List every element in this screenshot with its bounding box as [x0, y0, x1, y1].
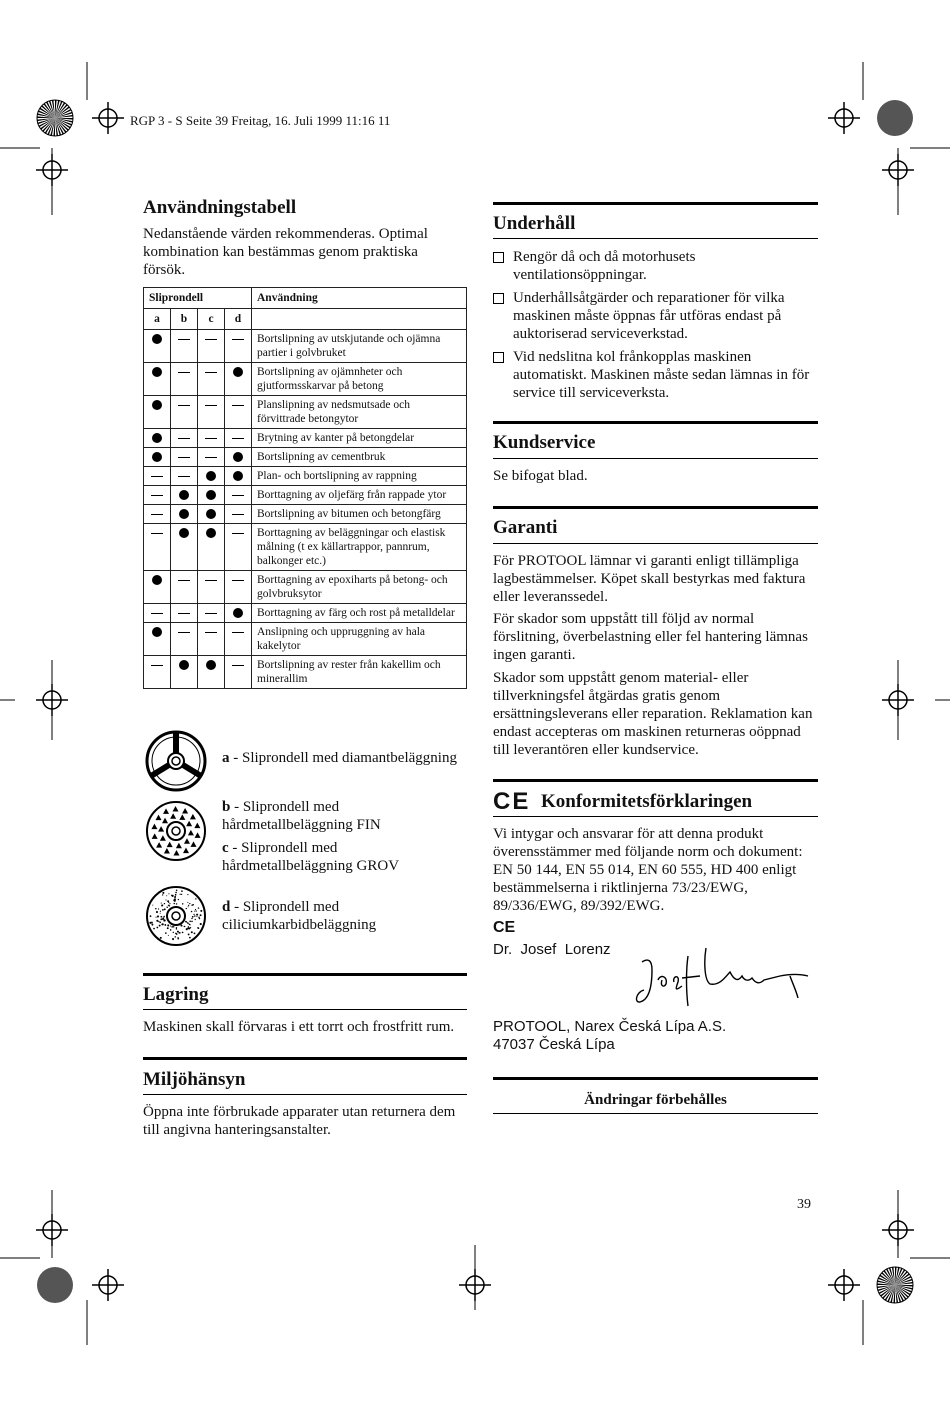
sub-header-b: b	[171, 309, 198, 330]
lagring-text: Maskinen skall förvaras i ett torrt och frostfritt rum.	[143, 1019, 455, 1035]
filled-dot-icon	[233, 367, 243, 377]
table-row	[144, 363, 467, 396]
dash-icon	[151, 514, 163, 515]
filled-dot-icon	[179, 528, 189, 538]
table-cell-usage: Planslipning av nedsmutsade och förvittrade betongytor	[252, 396, 467, 429]
dash-icon	[151, 665, 163, 666]
filled-dot-icon	[179, 660, 189, 670]
filled-dot-icon	[206, 528, 216, 538]
filled-dot-icon	[152, 334, 162, 344]
kundservice-text: Se bifogat blad.	[493, 468, 588, 484]
underhall-list	[493, 248, 818, 407]
filled-dot-icon	[152, 575, 162, 585]
dash-icon	[151, 613, 163, 614]
dash-icon	[232, 632, 244, 633]
filled-dot-icon	[152, 433, 162, 443]
company-line-2: 47037 Česká Lípa	[493, 1036, 615, 1053]
disc-bc-icon	[145, 800, 207, 862]
filled-dot-icon	[206, 471, 216, 481]
table-row	[144, 623, 467, 656]
garanti-p3: Skador som uppstått genom material- eller tillverkningsfel åtgärdas gratis genom ersättningsleverans eller reparation. Reklamation kan endast accepteras om maskinen returneras oöppnad till leverantören eller kundservice.	[493, 670, 813, 758]
dash-icon	[178, 372, 190, 373]
legend-d: d - Sliprondell med ciliciumkarbidbeläggning	[222, 899, 377, 933]
garanti-p2: För skador som uppstått till följd av normal förslitning, överbelastning eller fel hantering lämnas ingen garanti.	[493, 611, 808, 663]
table-cell-usage: Borttagning av beläggningar och elastisk målning (t ex källartrappor, pannrum, balkonger etc.)	[252, 524, 467, 571]
table-cell-usage: Bortslipning av cementbruk	[252, 448, 467, 467]
table-cell-usage: Bortslipning av utskjutande och ojämna partier i golvbruket	[252, 330, 467, 363]
dash-icon	[205, 613, 217, 614]
dash-icon	[232, 495, 244, 496]
table-row	[144, 604, 467, 623]
signature	[630, 940, 820, 1010]
filled-dot-icon	[233, 452, 243, 462]
dash-icon	[205, 372, 217, 373]
table-row	[144, 396, 467, 429]
dash-icon	[151, 495, 163, 496]
miljo-text: Öppna inte förbrukade apparater utan returnera dem till angivna hanteringsanstalter.	[143, 1104, 456, 1138]
section-title-lagring: Lagring	[143, 984, 209, 1005]
table-row	[144, 505, 467, 524]
table-row	[144, 467, 467, 486]
sub-header-c: c	[198, 309, 225, 330]
garanti-p1: För PROTOOL lämnar vi garanti enligt tillämpliga lagbestämmelser. Köpet skall bestyrkas med faktura eller leveranssedel.	[493, 553, 806, 605]
dash-icon	[151, 476, 163, 477]
dash-icon	[178, 632, 190, 633]
filled-dot-icon	[233, 608, 243, 618]
legend-b: b - Sliprondell med hårdmetallbeläggning FIN	[222, 799, 381, 833]
dash-icon	[151, 533, 163, 534]
dash-icon	[178, 457, 190, 458]
table-intro: Nedanstående värden rekommenderas. Optimal kombination kan bestämmas genom praktiska försök.	[143, 226, 428, 278]
ce-mark-small-icon: CE	[493, 919, 516, 936]
dash-icon	[178, 339, 190, 340]
dash-icon	[178, 613, 190, 614]
filled-dot-icon	[152, 400, 162, 410]
table-cell-usage: Bortslipning av rester från kakellim och minerallim	[252, 656, 467, 689]
legend-c: c - Sliprondell med hårdmetallbeläggning GROV	[222, 840, 400, 874]
table-row	[144, 429, 467, 448]
table-cell-usage: Borttagning av epoxiharts på betong- och golvbruksytor	[252, 571, 467, 604]
table-row	[144, 524, 467, 571]
dash-icon	[205, 632, 217, 633]
dash-icon	[178, 438, 190, 439]
underhall-item: Underhållsåtgärder och reparationer för vilka maskinen måste öppnas får utföras endast på auktoriserad serviceverkstad.	[493, 289, 818, 343]
dash-icon	[205, 405, 217, 406]
table-cell-usage: Borttagning av färg och rost på metalldelar	[252, 604, 467, 623]
filled-dot-icon	[152, 627, 162, 637]
section-title-kundservice: Kundservice	[493, 432, 596, 453]
disc-a-icon	[145, 730, 207, 792]
andringar-note: Ändringar förbehålles	[584, 1092, 727, 1108]
filled-dot-icon	[206, 509, 216, 519]
company-line-1: PROTOOL, Narex Česká Lípa A.S.	[493, 1018, 727, 1035]
table-row	[144, 486, 467, 505]
dash-icon	[178, 476, 190, 477]
ce-mark-icon: CE	[493, 788, 531, 815]
disc-d-icon	[145, 885, 207, 947]
dash-icon	[232, 533, 244, 534]
page-number: 39	[797, 1197, 811, 1212]
dash-icon	[205, 339, 217, 340]
filled-dot-icon	[152, 452, 162, 462]
usage-table	[143, 287, 467, 689]
filled-dot-icon	[206, 660, 216, 670]
column-header-sliprondell: Sliprondell	[144, 288, 252, 309]
table-cell-usage: Borttagning av oljefärg från rappade ytor	[252, 486, 467, 505]
table-row	[144, 571, 467, 604]
page-header: RGP 3 - S Seite 39 Freitag, 16. Juli 1999 11:16 11	[130, 113, 391, 128]
column-header-anvandning: Användning	[252, 288, 467, 309]
filled-dot-icon	[206, 490, 216, 500]
dash-icon	[178, 580, 190, 581]
dash-icon	[232, 438, 244, 439]
table-cell-usage: Bortslipning av ojämnheter och gjutformsskarvar på betong	[252, 363, 467, 396]
table-cell-usage: Plan- och bortslipning av rappning	[252, 467, 467, 486]
dash-icon	[232, 339, 244, 340]
dash-icon	[178, 405, 190, 406]
konformitet-text: Vi intygar och ansvarar för att denna produkt överensstämmer med följande norm och dokument: EN 50 144, EN 55 014, EN 60 555, HD 400 enligt bestämmelserna i riktlinjerna 73/23/EWG, 89/336/EWG, 89/392/EWG.	[493, 826, 803, 914]
sub-header-d: d	[225, 309, 252, 330]
underhall-item: Vid nedslitna kol frånkopplas maskinen automatiskt. Maskinen måste sedan lämnas in för service till serviceverksta.	[493, 348, 818, 402]
signer-name: Dr. Josef Lorenz	[493, 941, 611, 958]
underhall-item: Rengör då och då motorhusets ventilationsöppningar.	[493, 248, 818, 284]
dash-icon	[205, 438, 217, 439]
filled-dot-icon	[179, 509, 189, 519]
dash-icon	[232, 580, 244, 581]
dash-icon	[232, 514, 244, 515]
legend-a: a - Sliprondell med diamantbeläggning	[222, 750, 457, 766]
section-title-miljo: Miljöhänsyn	[143, 1069, 246, 1090]
dash-icon	[205, 580, 217, 581]
section-title-anvandningstabell: Användningstabell	[143, 197, 297, 218]
filled-dot-icon	[179, 490, 189, 500]
filled-dot-icon	[233, 471, 243, 481]
table-row	[144, 448, 467, 467]
table-cell-usage: Anslipning och uppruggning av hala kakelytor	[252, 623, 467, 656]
section-title-garanti: Garanti	[493, 517, 558, 538]
table-cell-usage: Bortslipning av bitumen och betongfärg	[252, 505, 467, 524]
section-title-underhall: Underhåll	[493, 213, 576, 234]
sub-header-a: a	[144, 309, 171, 330]
table-cell-usage: Brytning av kanter på betongdelar	[252, 429, 467, 448]
table-row	[144, 656, 467, 689]
section-title-konformitet: Konformitetsförklaringen	[541, 791, 753, 812]
dash-icon	[205, 457, 217, 458]
table-row	[144, 330, 467, 363]
filled-dot-icon	[152, 367, 162, 377]
dash-icon	[232, 665, 244, 666]
dash-icon	[232, 405, 244, 406]
